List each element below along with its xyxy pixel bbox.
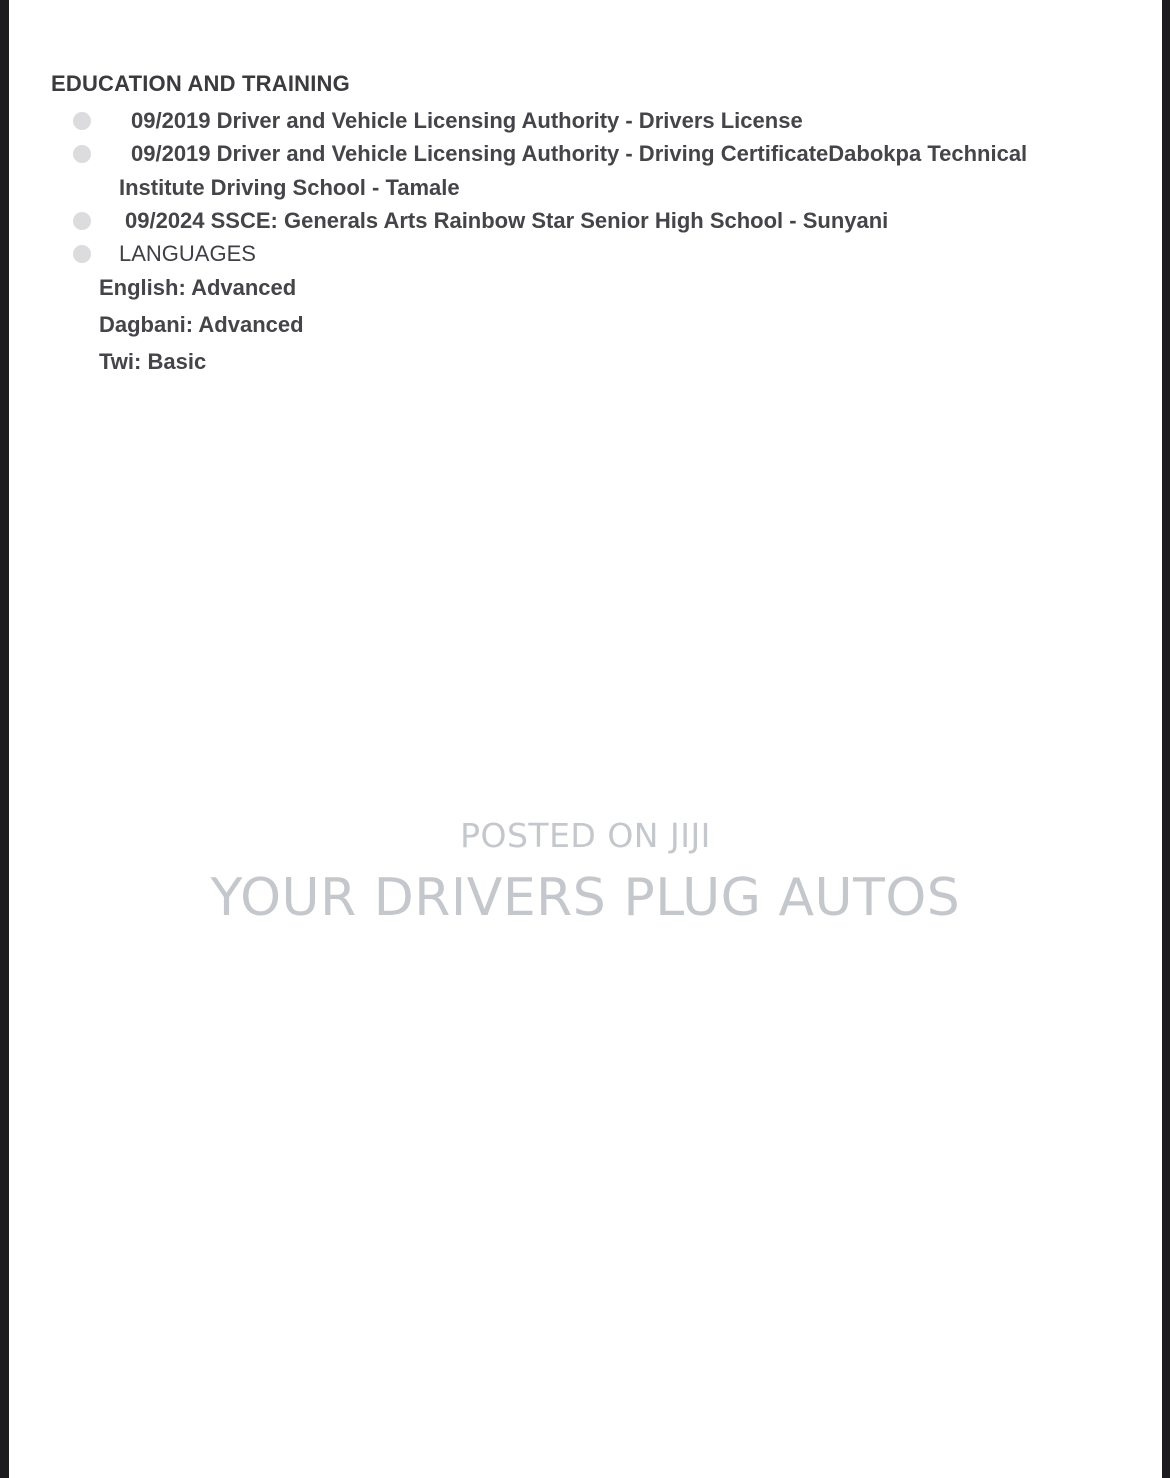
watermark-brand: YOUR DRIVERS PLUG AUTOS [210,868,961,928]
document-page [9,0,1162,1478]
language-english: English: Advanced [99,275,297,300]
section-title: EDUCATION AND TRAINING [51,71,350,96]
education-item-2-continued: Institute Driving School - Tamale [119,175,460,200]
bullet-icon [73,145,91,163]
languages-heading: LANGUAGES [119,241,256,266]
education-item-3: 09/2024 SSCE: Generals Arts Rainbow Star Senior High School - Sunyani [125,208,889,233]
bullet-icon [73,112,91,130]
education-item-1: 09/2019 Driver and Vehicle Licensing Authority - Drivers License [131,108,803,133]
watermark-posted-on: POSTED ON JIJI [460,816,711,855]
language-dagbani: Dagbani: Advanced [99,312,304,337]
bullet-icon [73,212,91,230]
education-item-2: 09/2019 Driver and Vehicle Licensing Authority - Driving CertificateDabokpa Technical [131,141,1028,166]
language-twi: Twi: Basic [99,349,207,374]
bullet-icon [73,245,91,263]
